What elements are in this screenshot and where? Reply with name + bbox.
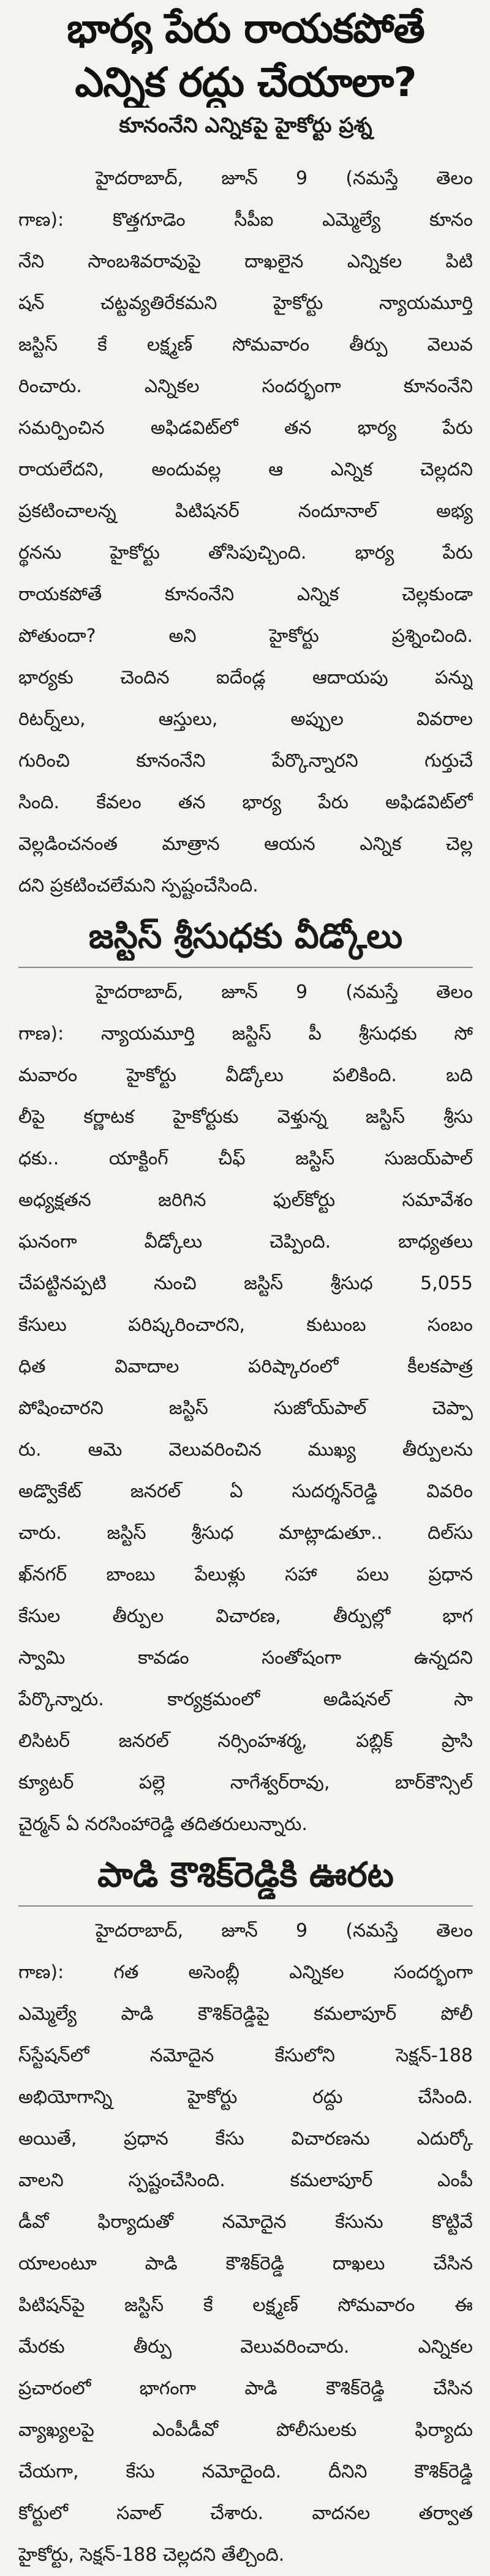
body-line: పోషించారని జస్టిస్ సుజోయ్‌పాల్ చెప్పా — [18, 1398, 473, 1419]
title-divider — [18, 967, 473, 968]
body-line: అడ్వొకేట్ జనరల్ ఏ సుదర్శన్‌రెడ్డి వివరిం — [18, 1481, 473, 1502]
body-line: షన్ చట్టవ్యతిరేకమని హైకోర్టు న్యాయమూర్తి — [18, 292, 473, 314]
body-line: ఎమ్మెల్యే పాడి కౌశిక్‌రెడ్డిపై కమలాపూర్ పోలీ — [18, 2003, 473, 2025]
body-line: యాలంటూ పాడి కౌశిక్‌రెడ్డి దాఖలు చేసిన — [18, 2253, 473, 2274]
body-line: గాణ): కొత్తగూడెం సీపీఐ ఎమ్మెల్యే కూనం — [18, 209, 473, 231]
body-line: రాయకపోతే కూనంనేని ఎన్నిక చెల్లకుండా — [18, 584, 473, 605]
body-line: కోర్టులో సవాల్ చేశారు. వాదనల తర్వాత — [18, 2503, 473, 2524]
body-line: వెల్లడించనంత మాత్రాన ఆయన ఎన్నిక చెల్ల — [18, 833, 473, 855]
body-line: అయితే, ప్రధాన కేసు విచారణను ఎదుర్కో — [18, 2128, 473, 2150]
body-line: చైర్మన్ ఏ నరసింహారెడ్డి తదితరులున్నారు. — [18, 1814, 307, 1835]
body-line: ధకు.. యాక్టింగ్ చీఫ్ జస్టిస్ సుజయ్‌పాల్ — [18, 1148, 473, 1169]
body-line: లిసిటర్ జనరల్ నర్సింహశర్మ, పబ్లిక్ ప్రాసి — [18, 1730, 473, 1752]
body-line: చేయగా, కేసు నమోదైంది. దీనిని కౌశిక్‌రెడ్డి — [18, 2461, 473, 2482]
article-sreesudha — [18, 913, 473, 1845]
body-line: లీపై కర్ణాటక హైకోర్టుకు వెళ్తున్న జస్టిస్ శ్రీసు — [18, 1106, 473, 1128]
body-line: పిటిషన్‌పై జస్టిస్ కే లక్ష్మణ్ సోమవారం ఈ — [18, 2295, 473, 2316]
body-line: పోతుందా? అని హైకోర్టు ప్రశ్నించింది. — [18, 625, 473, 647]
body-line: వ్యాఖ్యలపై ఎంపీడీవో పోలీసులకు ఫిర్యాదు — [18, 2419, 473, 2441]
section-title: పాడి కౌశిక్‌రెడ్డికి ఊరట — [97, 1855, 394, 1895]
body-line: చేపట్టినప్పటి నుంచి జస్టిస్ శ్రీసుధ 5,055 — [18, 1273, 473, 1294]
body-line: నేని సాంబశివరావుపై దాఖలైన ఎన్నికల పిటి — [18, 251, 473, 272]
body-line: పేర్కొన్నారు. కార్యక్రమంలో అడిషనల్ సా — [18, 1689, 473, 1710]
body-line: ప్రచారంలో భాగంగా పాడి కౌశిక్‌రెడ్డి చేసిన — [18, 2378, 473, 2399]
body-line: స్‌స్టేషన్‌లో నమోదైన కేసులోని సెక్షన్-188 — [18, 2045, 473, 2066]
headline-line-1: భార్య పేరు రాయకపోతే — [67, 5, 424, 52]
body-line: కేసుల తీర్పుల విచారణ, తీర్పుల్లో భాగ — [18, 1606, 473, 1627]
article-kunamneni — [18, 158, 473, 907]
body-line: సమర్పించిన అఫిడవిట్‌లో తన భార్య పేరు — [18, 417, 473, 439]
article-kaushik-reddy — [18, 1852, 473, 2576]
body-line: మేరకు తీర్పు వెలువరించారు. ఎన్నికల — [18, 2336, 473, 2358]
body-line: చారు. జస్టిస్ శ్రీసుధ మాట్లాడుతూ.. దిల్‌సు — [18, 1522, 473, 1544]
headline-block — [18, 0, 473, 141]
body-line: ప్రకటించాలన్న పిటిషనర్ నందూనాల్ అభ్య — [18, 501, 473, 522]
body-line: కేసులు పరిష్కరించారని, కుటుంబ సంబం — [18, 1314, 473, 1336]
body-line: రిటర్న్‌లు, ఆస్తులు, అప్పుల వివరాల — [18, 709, 473, 730]
body-line: అభియోగాన్ని హైకోర్టు రద్దు చేసింది. — [18, 2086, 473, 2108]
body-line: క్యూటర్ పల్లె నాగేశ్వర్‌రావు, బార్‌కౌన్సిల్ — [18, 1772, 473, 1793]
body-line: రించారు. ఎన్నికల సందర్భంగా కూనంనేని — [18, 376, 473, 397]
body-line: ధిత వివాదాల పరిష్కారంలో కీలకపాత్ర — [18, 1356, 473, 1377]
body-line: భార్యకు చెందిన ఐదేండ్ల ఆదాయపు పన్ను — [18, 667, 473, 688]
body-line: మవారం హైకోర్టు వీడ్కోలు పలికింది. బది — [18, 1065, 473, 1086]
body-line: హైదరాబాద్, జూన్ 9 (నమస్తే తెలం — [96, 1920, 473, 1941]
section-title: జస్టిస్ శ్రీసుధకు వీడ్కోలు — [88, 917, 403, 956]
body-line: గురించి కూనంనేని పేర్కొన్నారని గుర్తుచే — [18, 750, 473, 772]
body-line: హైదరాబాద్, జూన్ 9 (నమస్తే తెలం — [96, 168, 473, 189]
body-line: హైదరాబాద్, జూన్ 9 (నమస్తే తెలం — [96, 981, 473, 1003]
body-line: వాలని స్పష్టంచేసింది. కమలాపూర్ ఎంపీ — [18, 2170, 473, 2191]
body-line: హైకోర్టు, సెక్షన్-188 చెల్లదని తేల్చింది. — [18, 2544, 285, 2566]
subheading: కూనంనేని ఎన్నికపై హైకోర్టు ప్రశ్న — [119, 113, 372, 138]
body-line: జస్టిస్ కే లక్ష్మణ్ సోమవారం తీర్పు వెలువ — [18, 334, 473, 356]
body-line: రు. ఆమె వెలువరించిన ముఖ్య తీర్పులను — [18, 1439, 473, 1461]
body-line: ర్థనను హైకోర్టు తోసిపుచ్చింది. భార్య పేరు — [18, 542, 473, 564]
body-line: డీవో ఫిర్యాదుతో నమోదైన కేసును కొట్టివే — [18, 2211, 473, 2233]
body-line: ఖ్‌నగర్ బాంబు పేలుళ్లు సహా పలు ప్రధాన — [18, 1564, 473, 1585]
body-line: అధ్యక్షతన జరిగిన ఫుల్‌కోర్టు సమావేశం — [18, 1189, 473, 1211]
headline-line-2: ఎన్నిక రద్దు చేయాలా? — [75, 59, 417, 106]
body-line: గాణ): గత అసెంబ్లీ ఎన్నికల సందర్భంగా — [18, 1962, 473, 1983]
title-divider — [18, 1905, 473, 1907]
body-line: సింది. కేవలం తన భార్య పేరు అఫిడవిట్‌లో — [18, 792, 473, 813]
body-line: రాయలేదని, అందువల్ల ఆ ఎన్నిక చెల్లదని — [18, 459, 473, 480]
body-line: ఘనంగా వీడ్కోలు చెప్పింది. బాధ్యతలు — [18, 1231, 473, 1253]
body-line: గాణ): న్యాయమూర్తి జస్టిస్ పీ శ్రీసుధకు సో — [18, 1023, 473, 1044]
body-line: స్వామి కావడం సంతోషంగా ఉన్నదని — [18, 1647, 473, 1669]
body-line: దని ప్రకటించలేమని స్పష్టంచేసింది. — [18, 875, 258, 896]
